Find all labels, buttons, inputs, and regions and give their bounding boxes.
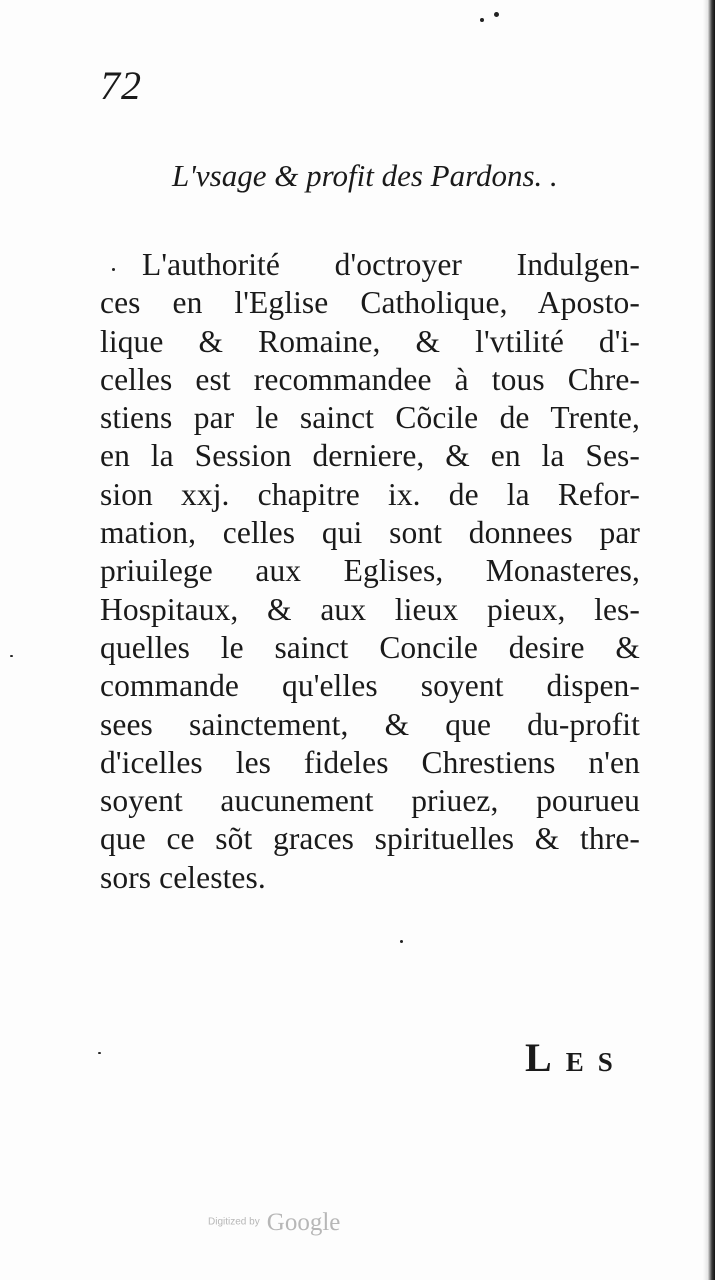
text-line: priuilege aux Eglises, Monasteres, <box>100 553 640 589</box>
ink-speck <box>98 1052 101 1054</box>
text-line: lique & Romaine, & l'vtilité d'i- <box>100 323 640 359</box>
text-line: que ce sõt graces spirituelles & thre- <box>100 821 640 857</box>
text-line: sion xxj. chapitre ix. de la Refor- <box>100 476 640 512</box>
watermark-caption: Digitized by <box>208 1216 260 1228</box>
catchword-rest: ES <box>565 1047 627 1077</box>
body-text <box>100 246 640 897</box>
page-edge-shadow <box>703 0 715 1280</box>
text-line: mation, celles qui sont donnees par <box>100 515 640 551</box>
catchword-initial: L <box>525 1035 566 1080</box>
text-line: sees sainctement, & que du-profit <box>100 706 640 742</box>
text-line: sors celestes. <box>100 859 266 895</box>
ink-speck <box>10 655 13 657</box>
text-line: ces en l'Eglise Catholique, Aposto- <box>100 285 640 321</box>
page-number: 72 <box>100 63 142 108</box>
watermark-brand: Google <box>266 1209 341 1236</box>
text-line: en la Session derniere, & en la Ses- <box>100 438 640 474</box>
catchword <box>525 1035 627 1080</box>
text-line: soyent aucunement priuez, pourueu <box>100 783 640 819</box>
text-line: Hospitaux, & aux lieux pieux, les- <box>100 591 640 627</box>
ink-speck <box>494 12 499 17</box>
text-line: L'authorité d'octroyer Indulgen- <box>142 247 640 282</box>
text-line: stiens par le sainct Cõcile de Trente, <box>100 400 640 436</box>
ink-speck <box>400 940 403 943</box>
text-line: commande qu'elles soyent dispen- <box>100 668 640 704</box>
digitization-watermark <box>208 1210 340 1235</box>
text-line: d'icelles les fideles Chrestiens n'en <box>100 744 640 780</box>
text-line: celles est recommandee à tous Chre- <box>100 361 640 397</box>
running-head: L'vsage & profit des Pardons. . <box>172 158 558 193</box>
ink-speck <box>480 18 484 22</box>
text-line: quelles le sainct Concile desire & <box>100 629 640 665</box>
